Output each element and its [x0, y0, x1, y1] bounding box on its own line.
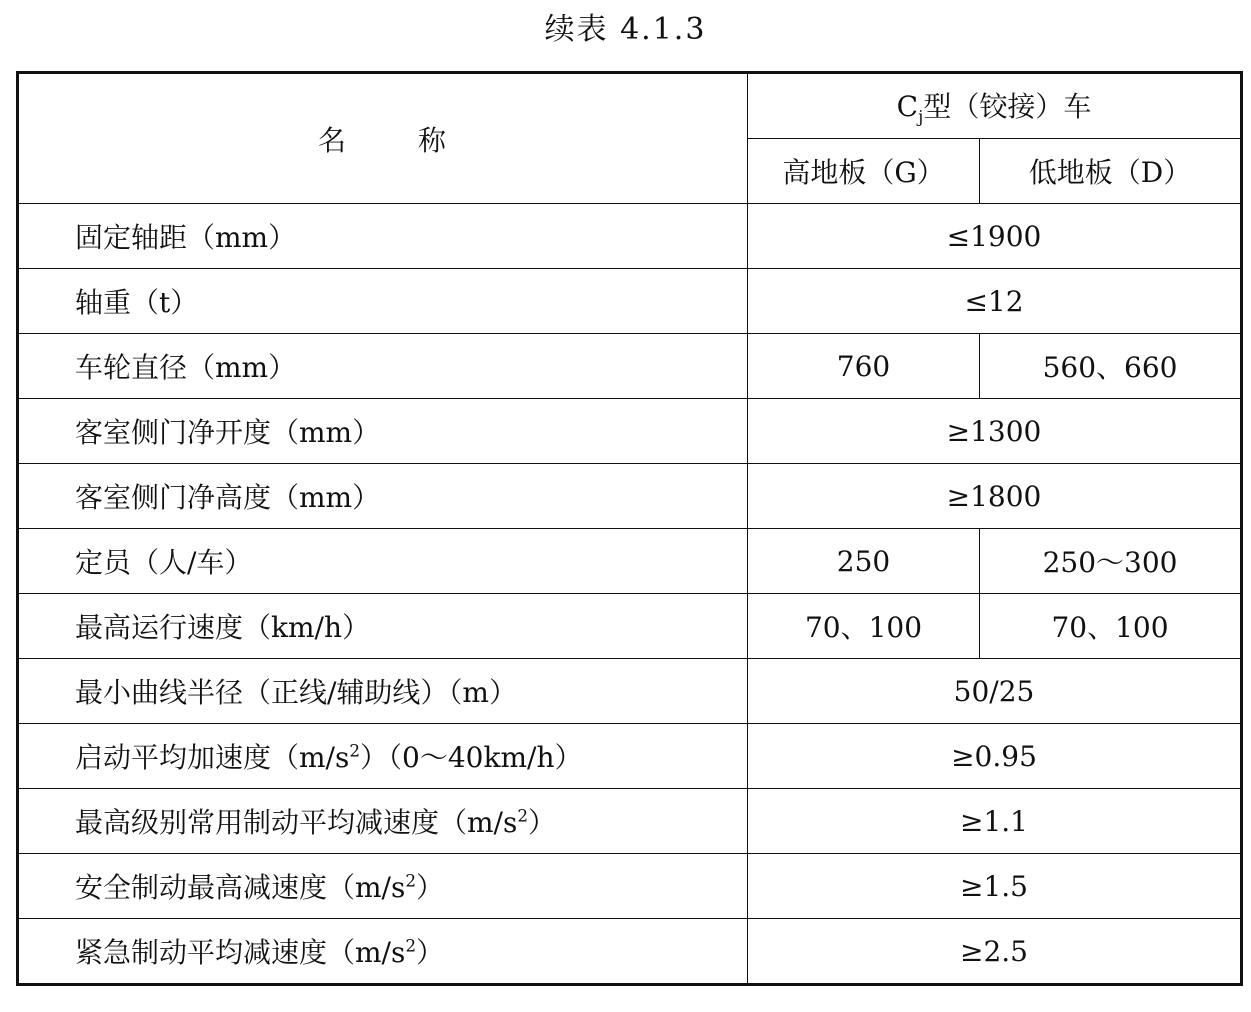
table-row — [18, 659, 1242, 724]
row-label: 轴重（t） — [18, 269, 748, 334]
table-row — [18, 204, 1242, 269]
row-label-text-end: ） — [416, 936, 445, 969]
row-label-superscript: 2 — [405, 935, 417, 956]
row-label: 客室侧门净高度（mm） — [18, 464, 748, 529]
row-value: ≥1800 — [748, 464, 1242, 529]
row-label-text-end: ） — [528, 806, 557, 839]
low-floor-header: 低地板（D） — [980, 139, 1242, 204]
name-column-header — [18, 73, 748, 204]
row-value-high-floor: 250 — [748, 529, 980, 594]
row-label-superscript: 2 — [405, 870, 417, 891]
header-row-1 — [18, 73, 1242, 139]
row-label-text-end: ）（0～40km/h） — [360, 741, 583, 774]
row-value-high-floor: 760 — [748, 334, 980, 399]
table-row — [18, 334, 1242, 399]
row-label: 最小曲线半径（正线/辅助线）（m） — [18, 659, 748, 724]
row-label-text: 紧急制动平均减速度（m/s — [75, 936, 406, 969]
table-row — [18, 529, 1242, 594]
row-label: 车轮直径（mm） — [18, 334, 748, 399]
table-row — [18, 854, 1242, 919]
name-header-char-1: 名 — [317, 123, 348, 157]
row-value: ≤1900 — [748, 204, 1242, 269]
row-label-superscript: 2 — [517, 805, 529, 826]
row-label: 固定轴距（mm） — [18, 204, 748, 269]
row-value: 50/25 — [748, 659, 1242, 724]
vehicle-type-header — [748, 73, 1242, 139]
row-value-high-floor: 70、100 — [748, 594, 980, 659]
row-label — [18, 789, 748, 854]
table-row — [18, 919, 1242, 985]
row-label-text: 安全制动最高减速度（m/s — [75, 871, 406, 904]
table-row — [18, 464, 1242, 529]
row-label: 客室侧门净开度（mm） — [18, 399, 748, 464]
table-row — [18, 789, 1242, 854]
vehicle-type-prefix: C — [896, 90, 919, 124]
row-label-text: 最高级别常用制动平均减速度（m/s — [75, 806, 518, 839]
vehicle-type-subscript: j — [918, 106, 924, 127]
row-value: ≥0.95 — [748, 724, 1242, 789]
high-floor-header: 高地板（G） — [748, 139, 980, 204]
table-row — [18, 724, 1242, 789]
row-label — [18, 919, 748, 985]
table-row — [18, 399, 1242, 464]
vehicle-type-suffix: 型（铰接）车 — [923, 90, 1092, 124]
name-header-char-2: 称 — [418, 123, 449, 157]
row-value-low-floor: 250～300 — [980, 529, 1242, 594]
table-row — [18, 594, 1242, 659]
row-label: 定员（人/车） — [18, 529, 748, 594]
row-value: ≥2.5 — [748, 919, 1242, 985]
row-value-low-floor: 560、660 — [980, 334, 1242, 399]
table-row — [18, 269, 1242, 334]
row-value-low-floor: 70、100 — [980, 594, 1242, 659]
row-value: ≤12 — [748, 269, 1242, 334]
row-label — [18, 854, 748, 919]
row-label-text: 启动平均加速度（m/s — [75, 741, 350, 774]
row-label — [18, 724, 748, 789]
row-label: 最高运行速度（km/h） — [18, 594, 748, 659]
row-label-text-end: ） — [416, 871, 445, 904]
row-value: ≥1.1 — [748, 789, 1242, 854]
table-caption: 续表 4.1.3 — [544, 12, 707, 47]
row-value: ≥1.5 — [748, 854, 1242, 919]
spec-table — [16, 71, 1243, 986]
row-value: ≥1300 — [748, 399, 1242, 464]
row-label-superscript: 2 — [349, 740, 361, 761]
